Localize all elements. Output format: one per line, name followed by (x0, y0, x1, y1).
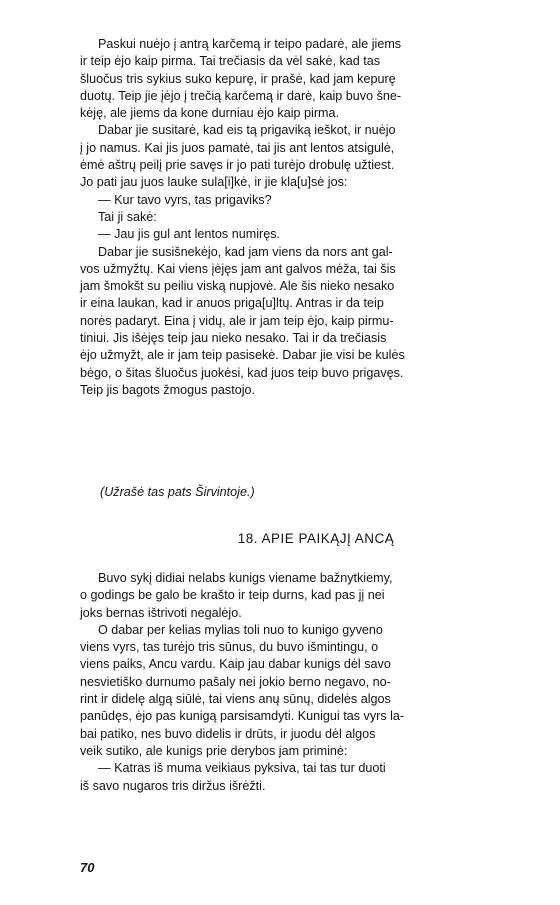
text-line: ėjo užmyžt, ale ir jam teip pasisekė. Dabar jie visi be kulės (80, 348, 405, 363)
text-line: Buvo sykį didiai nelabs kunigs viename bažnytkiemy, (98, 571, 393, 585)
text-line: Tai ji sakė: (98, 209, 157, 224)
paragraph (80, 36, 518, 122)
page-number: 70 (80, 860, 95, 875)
paragraph (80, 570, 518, 622)
text-line: bėgo, o šitas šluočus juokėsi, kad juos teip buvo prigavęs. (80, 365, 404, 380)
text-line: joks bernas ištrivoti negalėjo. (80, 605, 242, 620)
text-line: — Jau jis gul ant lentos numiręs. (98, 227, 280, 242)
paragraph (80, 760, 518, 795)
text-line: bai patiko, nes buvo didelis ir drūts, ir juodu dėl algos (80, 726, 376, 741)
attribution-note: (Užrašė tas pats Širvintoje.) (100, 485, 255, 499)
text-line: jam šmokšt su peiliu viską nupjovė. Ale šis nieko nesako (80, 279, 395, 294)
text-line: rint ir didelę algą siūlė, tai viens anų sūnų, didelės algos (80, 692, 391, 707)
text-line: ir teip ėjo kaip pirma. Tai trečiasis da vėl sakė, kad tas (80, 54, 381, 69)
text-line: ir eina laukan, kad ir anuos priga[u]ltų. Antras ir da teip (80, 296, 384, 311)
chapter-heading (0, 531, 560, 546)
chapter-heading-text: 18. APIE PAIKĄJĮ ANCĄ (237, 531, 395, 546)
text-line: iš savo nugaros tris diržus išrėžti. (80, 778, 266, 793)
text-line: Dabar jie susitarė, kad eis tą prigaviką ieškot, ir nuėjo (98, 123, 396, 138)
paragraph (80, 192, 518, 209)
text-line: šluočus tris sykius suko kepurę, ir prašė, kad jam kepurę (80, 71, 396, 86)
text-line: norės padaryt. Eina į vidų, ale ir jam teip ėjo, kaip pirmu- (80, 313, 394, 328)
text-line: O dabar per kelias mylias toli nuo to kunigo gyveno (98, 622, 383, 637)
text-line: Paskui nuėjo į antrą karčemą ir teipo padarė, ale jiems (98, 37, 402, 51)
text-line: viens vyrs, tas turėjo tris sūnus, du buvo išmintingu, o (80, 640, 379, 655)
text-line: Dabar jie susišnekėjo, kad jam viens da nors ant gal- (98, 244, 393, 259)
text-line: į jo namus. Kai jis juos pamatė, tai jis ant lentos atsigulė, (80, 140, 395, 155)
text-line: nesvietiško durnumo pašaly nei jokio berno negavo, no- (80, 674, 391, 689)
text-line: panūdęs, ėjo pas kunigą parsisamdyti. Kunigui tas vyrs la- (80, 709, 405, 724)
paragraph (80, 226, 518, 243)
text-line: — Kur tavo vyrs, tas prigaviks? (98, 192, 272, 207)
paragraph (80, 244, 518, 400)
paragraph (80, 622, 518, 760)
text-line: Teip jis bagots žmogus pastojo. (80, 382, 256, 397)
paragraph (80, 122, 518, 191)
paragraph (80, 209, 518, 226)
text-line: kėję, ale jiems da kone durniau ėjo kaip pirma. (80, 106, 340, 121)
text-line: tiniui. Jis išėjęs teip jau nieko nesako. Tai ir da trečiasis (80, 331, 387, 346)
text-line: veik sutiko, ale kunigs prie derybos jam priminė: (80, 743, 348, 758)
chapter-body (80, 570, 518, 795)
text-line: viens paiks, Ancu vardu. Kaip jau dabar kunigs dėl savo (80, 657, 391, 672)
text-line: Jo pati jau juos lauke sula[i]kė, ir jie kla[u]sė jos: (80, 175, 348, 190)
text-line: — Katras iš muma veikiaus pyksiva, tai tas tur duoti (98, 761, 386, 776)
text-line: o godings be galo be krašto ir teip durns, kad pas jį nei (80, 588, 385, 603)
story-continuation (80, 36, 518, 399)
text-line: duotų. Teip jie įėjo į trečią karčemą ir darė, kaip buvo šne- (80, 88, 402, 103)
text-line: vos užmyžtų. Kai viens įėjęs jam ant galvos mėža, tai šis (80, 261, 396, 276)
text-line: ėmė aštrų peilį prie savęs ir jo pati turėjo drobulę užtiest. (80, 158, 395, 173)
